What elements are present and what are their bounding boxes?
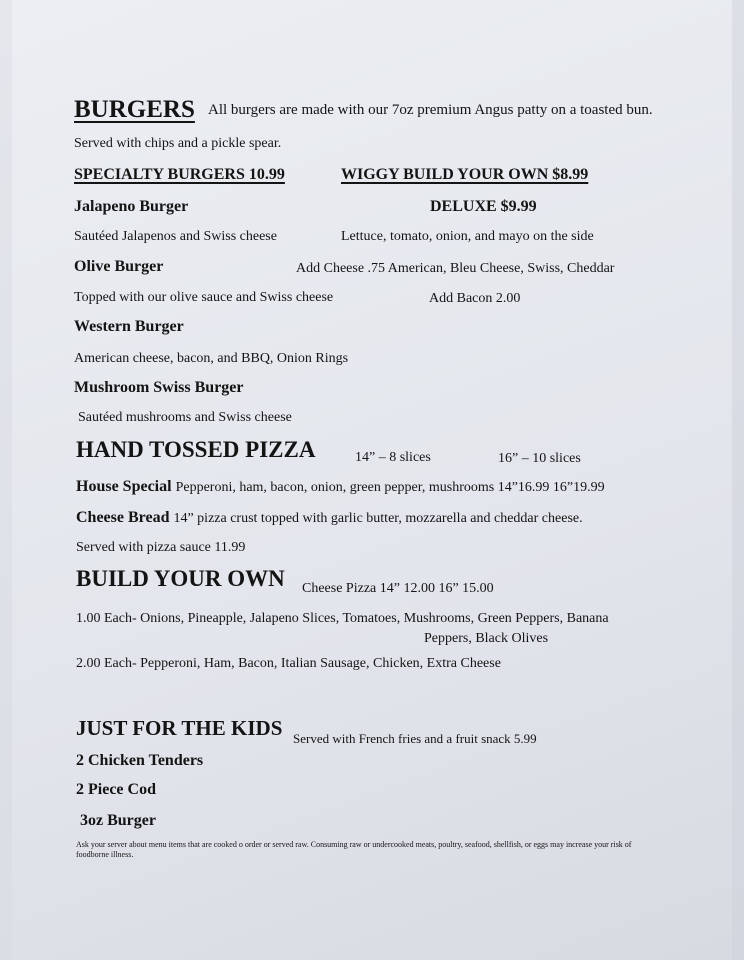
pizza-size-16: 16” – 10 slices xyxy=(498,451,581,466)
burgers-intro-served: Served with chips and a pickle spear. xyxy=(74,136,282,151)
toppings-two-dollar: 2.00 Each- Pepperoni, Ham, Bacon, Italian Sausage, Chicken, Extra Cheese xyxy=(76,656,501,671)
kids-item: 2 Piece Cod xyxy=(76,781,156,798)
burger-item-desc: Sautéed Jalapenos and Swiss cheese xyxy=(74,229,277,244)
house-special-name: House Special xyxy=(76,478,172,495)
add-cheese: Add Cheese .75 American, Bleu Cheese, Swiss, Cheddar xyxy=(296,261,615,276)
cheese-bread-name: Cheese Bread xyxy=(76,509,170,526)
byo-burger-heading: WIGGY BUILD YOUR OWN $8.99 xyxy=(341,166,589,183)
foodborne-illness-disclaimer: Ask your server about menu items that are cooked o order or served raw. Consuming raw or undercooked meats, poultry, seafood, shellfish, or eggs may increase your risk of foodborne illness. xyxy=(76,840,632,859)
kids-heading: JUST FOR THE KIDS xyxy=(76,716,283,740)
cheese-pizza-price: Cheese Pizza 14” 12.00 16” 15.00 xyxy=(302,581,494,596)
burger-item-name: Mushroom Swiss Burger xyxy=(74,379,244,396)
pizza-heading: HAND TOSSED PIZZA xyxy=(76,437,316,462)
kids-item: 3oz Burger xyxy=(80,812,156,829)
add-bacon: Add Bacon 2.00 xyxy=(429,291,521,306)
burger-item-desc: American cheese, bacon, and BBQ, Onion Rings xyxy=(74,351,349,366)
cheese-bread-desc: 14” pizza crust topped with garlic butter, mozzarella and cheddar cheese. xyxy=(173,511,583,526)
byo-toppings: Lettuce, tomato, onion, and mayo on the side xyxy=(341,229,594,244)
build-your-own-heading: BUILD YOUR OWN xyxy=(76,566,285,591)
house-special xyxy=(76,478,605,496)
kids-item: 2 Chicken Tenders xyxy=(76,752,204,769)
toppings-one-dollar: 1.00 Each- Onions, Pineapple, Jalapeno Slices, Tomatoes, Mushrooms, Green Peppers, Banana xyxy=(76,611,609,626)
toppings-one-dollar-cont: Peppers, Black Olives xyxy=(424,631,549,646)
house-special-desc: Pepperoni, ham, bacon, onion, green pepper, mushrooms 14”16.99 16”19.99 xyxy=(175,480,605,495)
pizza-size-14: 14” – 8 slices xyxy=(355,450,431,465)
burger-item-desc: Sautéed mushrooms and Swiss cheese xyxy=(78,410,292,425)
kids-note: Served with French fries and a fruit snack 5.99 xyxy=(293,731,537,746)
burgers-heading: BURGERS xyxy=(74,96,195,123)
cheese-bread-sauce: Served with pizza sauce 11.99 xyxy=(76,540,246,555)
burger-item-name: Jalapeno Burger xyxy=(74,198,189,215)
cheese-bread xyxy=(76,509,583,527)
burger-item-name: Western Burger xyxy=(74,318,184,335)
specialty-burgers-heading: SPECIALTY BURGERS 10.99 xyxy=(74,166,285,183)
burger-item-name: Olive Burger xyxy=(74,258,164,275)
burger-item-desc: Topped with our olive sauce and Swiss cheese xyxy=(74,290,334,305)
deluxe-price: DELUXE $9.99 xyxy=(430,198,537,215)
burgers-intro: All burgers are made with our 7oz premium Angus patty on a toasted bun. xyxy=(208,102,653,118)
